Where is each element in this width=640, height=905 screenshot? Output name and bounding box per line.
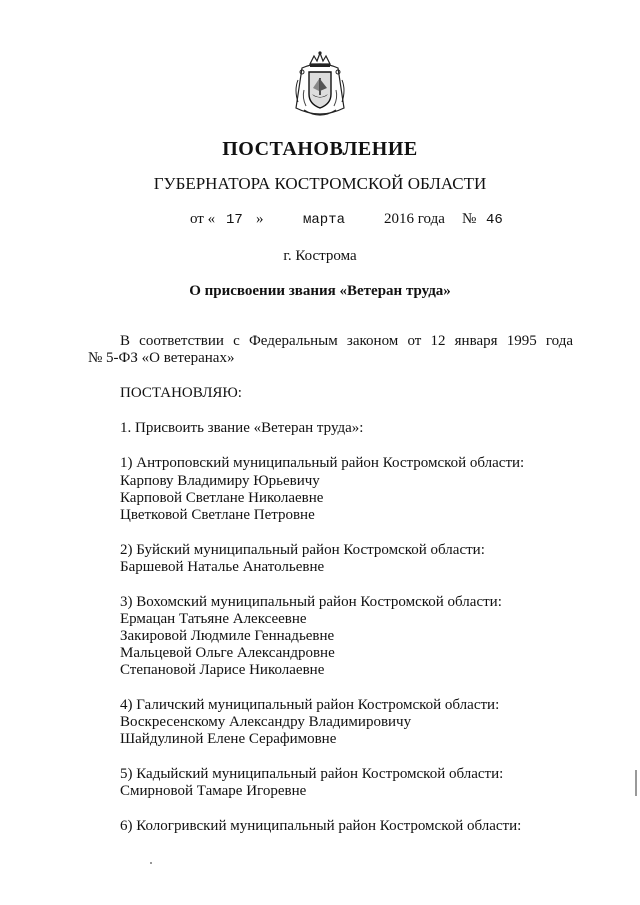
scan-edge-mark [635,770,637,796]
district-heading: 6) Кологривский муниципальный район Костромской области: [120,818,522,834]
resolve-heading: ПОСТАНОВЛЯЮ: [120,385,242,401]
issuer-heading: ГУБЕРНАТОРА КОСТРОМСКОЙ ОБЛАСТИ [153,174,487,193]
intro-line-2: № 5-ФЗ «О ветеранах» [88,350,235,366]
awardee-name: Цветковой Светлане Петровне [120,507,315,523]
awardee-name: Баршевой Наталье Анатольевне [120,559,325,575]
awardee-name: Шайдулиной Елене Серафимовне [120,731,337,747]
clause-1: 1. Присвоить звание «Ветеран труда»: [120,420,364,436]
awardee-name: Степановой Ларисе Николаевне [120,662,325,678]
district-heading: 1) Антроповский муниципальный район Костромской области: [120,455,525,471]
date-close-quote: » [256,211,264,227]
awardee-name: Ермацан Татьяне Алексеевне [120,611,307,627]
intro-line-1: В соответствии с Федеральным законом от 12 января 1995 года [120,333,573,349]
document-type-heading: ПОСТАНОВЛЕНИЕ [222,138,418,160]
date-day: 17 [226,212,243,228]
number-sign: № [462,211,477,227]
date-month: марта [303,212,346,228]
document-number: 46 [486,212,503,228]
date-year: 2016 года [384,211,445,227]
city-line: г. Кострома [283,248,357,264]
awardee-name: Воскресенскому Александру Владимировичу [120,714,412,730]
district-heading: 3) Вохомский муниципальный район Костромской области: [120,594,502,610]
awardee-name: Закировой Людмиле Геннадьевне [120,628,335,644]
district-heading: 4) Галичский муниципальный район Костромской области: [120,697,500,713]
awardee-name: Карповой Светлане Николаевне [120,490,324,506]
district-heading: 2) Буйский муниципальный район Костромской области: [120,542,485,558]
date-prefix: от « [190,211,216,227]
district-heading: 5) Кадыйский муниципальный район Костромской области: [120,766,504,782]
coat-of-arms-icon [288,50,352,124]
document-title: О присвоении звания «Ветеран труда» [189,283,451,299]
awardee-name: Мальцевой Ольге Александровне [120,645,335,661]
scan-speck [150,862,152,864]
awardee-name: Карпову Владимиру Юрьевичу [120,473,320,489]
awardee-name: Смирновой Тамаре Игоревне [120,783,307,799]
